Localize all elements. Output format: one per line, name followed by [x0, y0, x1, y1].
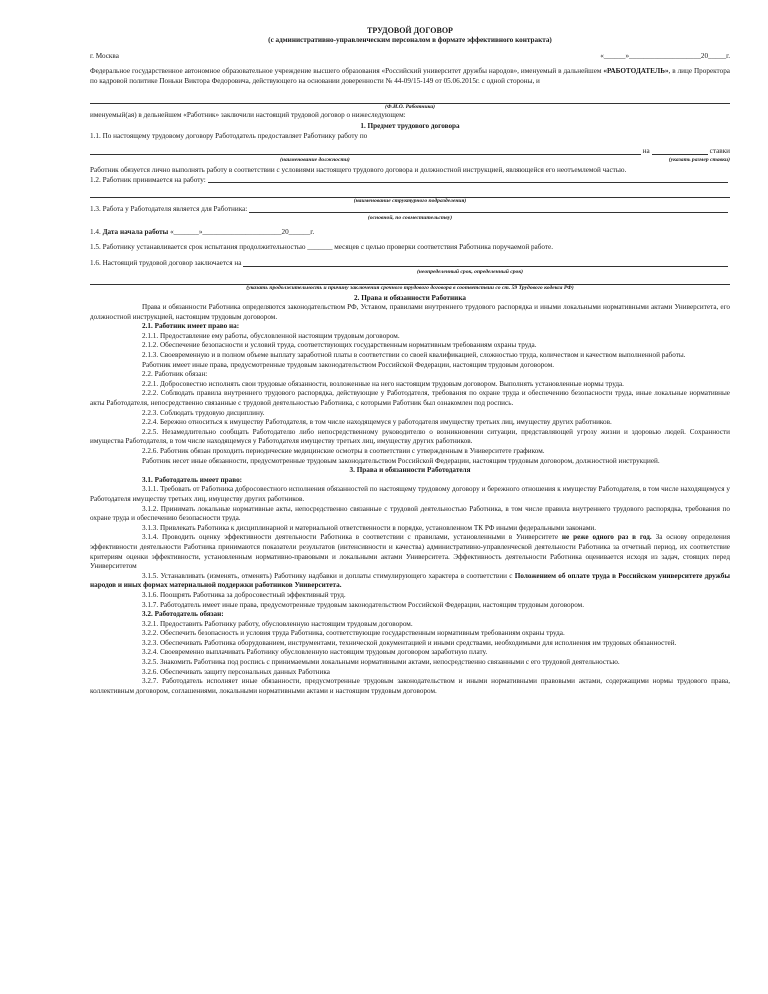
city: г. Москва: [90, 51, 119, 60]
position-caption: (наименование должности): [280, 156, 350, 163]
fio-line: [90, 95, 730, 104]
clause-3-2-5: 3.2.5. Знакомить Работника под роспись с принимаемыми локальными нормативными актами, непосредственно связанными с его трудовой деятельностью.: [142, 658, 620, 667]
clause-2-2-3: 2.2.3. Соблюдать трудовую дисциплину.: [142, 408, 265, 417]
document-title: ТРУДОВОЙ ДОГОВОР: [367, 26, 453, 35]
employer-label: «РАБОТОДАТЕЛЬ»: [603, 67, 669, 76]
clause-3-2-heading: 3.2. Работодатель обязан:: [142, 610, 224, 619]
clause-3-2-1: 3.2.1. Предоставить Работнику работу, обусловленную настоящим трудовым договором.: [142, 619, 413, 628]
clause-2-1-heading: 2.1. Работник имеет право на:: [142, 322, 240, 331]
term-caption: (неопределенный срок, определенный срок): [416, 268, 524, 275]
clause-2-2-2: 2.2.2. Соблюдать правила внутреннего трудового распорядка, действующие у Работодателя, требования по охране труда и обеспечению безопасности труда, иные локальные нормативные акты Работодателя, непосредственно связанные с трудовой деятельностью Работника, с которыми Работник был ознакомлен под роспись.: [90, 389, 730, 408]
clause-1-6: 1.6. Настоящий трудовой договор заключается на: [90, 259, 730, 269]
contract-date: «______»____________________20_____г.: [600, 51, 730, 60]
clause-2-2-6: 2.2.6. Работник обязан проходить периодические медицинские осмотры в соответствии с утвержденным в Университете графиком.: [142, 447, 545, 456]
clause-1-3: 1.3. Работа у Работодателя является для Работника:: [90, 205, 730, 215]
clause-1-1: 1.1. По настоящему трудовому договору Работодатель предоставляет Работнику работу по: [90, 131, 368, 140]
clause-3-1-4: 3.1.4. Проводить оценку эффективности деятельности Работника в соответствии с правилами, установленными в Университете не реже одного раз в год. За основу определения эффективности деятельности Работника принимаются показатели результатов (интенсивности и качества) административно-управленческой деятельности Работника за отчетный период, их соответствие критериям оценки эффективности, установленным нормативно-правовыми и локальными актами Университета. Эффективность деятельности Работника оценивается исходя из задач, стоящих перед Университетом: [90, 533, 731, 571]
clause-3-2-6: 3.2.6. Обеспечивать защиту персональных данных Работника: [142, 667, 330, 676]
clause-3-2-2: 3.2.2. Обеспечить безопасность и условия труда Работника, соответствующие государственным нормативным требованиям охраны труда.: [142, 629, 565, 638]
clause-2-2-heading: 2.2. Работник обязан:: [142, 370, 208, 379]
position-captions: [90, 157, 730, 164]
contract-page: [90, 26, 730, 696]
unit-caption: (наименование структурного подразделения): [353, 198, 467, 205]
worker-other-rights: Работник имеет иные права, предусмотренные трудовым законодательством Российской Федерации, настоящим трудовым договором.: [142, 360, 555, 369]
clause-2-2-4: 2.2.4. Бережно относиться к имуществу Работодателя, в том числе находящемуся у работодателя имуществу третьих лиц, имуществу других работников.: [142, 418, 612, 427]
clause-2-2-1: 2.2.1. Добросовестно исполнять свои трудовые обязанности, возложенные на него настоящим трудовым договором. Выполнять установленные нормы труда.: [142, 379, 624, 388]
clause-2-1-1: 2.1.1. Предоставление ему работы, обусловленной настоящим трудовым договором.: [142, 331, 400, 340]
section-1-title: 1. Предмет трудового договора: [360, 122, 460, 131]
clause-2-1-3: 2.1.3. Своевременную и в полном объеме выплату заработной платы в соответствии со своей квалификацией, сложностью труда, количеством и качеством выполненной работы.: [142, 351, 686, 360]
fio-caption: (Ф.И.О. Работника): [384, 103, 436, 110]
clause-3-1-heading: 3.1. Работодатель имеет право:: [142, 475, 243, 484]
clause-3-2-3: 3.2.3. Обеспечивать Работника оборудованием, инструментами, технической документацией и иными средствами, необходимыми для исполнения им трудовых обязанностей.: [142, 638, 677, 647]
clause-3-1-6: 3.1.6. Поощрять Работника за добросовестный эффективный труд.: [142, 590, 346, 599]
clause-2-2-5: 2.2.5. Незамедлительно сообщать Работодателю либо непосредственному руководителю о возникновении ситуации, представляющей угрозу жизни и здоровью людей. Сохранности имущества Работодателя, в том числе находящемуся у Работодателя имуществу третьих лиц, имуществу других работников.: [90, 427, 730, 446]
clause-1-2: 1.2. Работник принимается на работу:: [90, 176, 730, 186]
place-date-row: [90, 52, 730, 62]
section-2-intro: Права и обязанности Работника определяются законодательством РФ, Уставом, правилами внутреннего трудового распорядка и иными локальными нормативными актами Университета, его должностной инструкцией, настоящим трудовым договором.: [90, 303, 730, 321]
obligation-paragraph: Работник обязуется лично выполнять работу в соответствии с условиями настоящего трудового договора и должностной инструкцией, являющейся его неотъемлемой частью.: [90, 165, 627, 174]
position-row: на ставки: [90, 147, 730, 157]
rate-caption: (указать размер ставки): [668, 156, 730, 163]
main-caption: (основной, по совместительству): [367, 214, 453, 221]
section-3-title: 3. Права и обязанности Работодателя: [349, 466, 471, 475]
reason-caption: (указать продолжительность и причину заключения срочного трудового договора в соответствии со ст. 59 Трудового кодекса РФ): [246, 284, 574, 291]
clause-3-1-3: 3.1.3. Привлекать Работника к дисциплинарной и материальной ответственности в порядке, установленном ТК РФ иными федеральными законами.: [142, 523, 597, 532]
clause-1-4: 1.4. Дата начала работы «_______»______________________20______г.: [90, 227, 315, 236]
clause-2-1-2: 2.1.2. Обеспечение безопасности и условий труда, соответствующих государственным нормативным требованиям охраны труда.: [142, 341, 537, 350]
section-2-title: 2. Права и обязанности Работника: [354, 293, 466, 302]
clause-3-1-2: 3.1.2. Принимать локальные нормативные акты, непосредственно связанные с трудовой деятельностью Работника, в том числе правила внутреннего трудового распорядка, требования по охране труда и обеспечению безопасности труда.: [90, 504, 730, 523]
clause-3-1-5: 3.1.5. Устанавливать (изменять, отменять) Работнику надбавки и доплаты стимулирующего характера в соответствии с Положением об оплате труда в Российском университете дружбы народов и иных формах материальной поддержки работников Университета.: [90, 571, 731, 590]
worker-other-duties: Работник несет иные обязанности, предусмотренные трудовым законодательством Российской Федерации, настоящим трудовым договором, должностной инструкцией.: [142, 456, 660, 465]
clause-1-5: 1.5. Работнику устанавливается срок испытания продолжительностью _______ месяцев с целью проверки соответствия Работника поручаемой работе.: [90, 243, 554, 252]
document-subtitle: (с административно-управленческим персоналом в формате эффективного контракта): [268, 36, 552, 45]
intro-paragraph: Федеральное государственное автономное образовательное учреждение высшего образования «Российский университет дружбы народов», именуемый в дальнейшем «РАБОТОДАТЕЛЬ», в лице Проректора по кадровой политике Поньки Виктора Федоровича, действующего на основании доверенности № 44-09/15-149 от 05.06.2015г. с одной стороны, и: [90, 67, 730, 85]
worker-paragraph: именуемый(ая) в дельнейшем «Работник» заключили настоящий трудовой договор о нижеследующем:: [90, 110, 406, 119]
clause-3-1-7: 3.1.7. Работодатель имеет иные права, предусмотренные трудовым законодательством Российской Федерации, настоящим трудовым договором.: [142, 600, 585, 609]
clause-3-2-4: 3.2.4. Своевременно выплачивать Работнику обусловленную настоящим трудовым договором заработную плату.: [142, 648, 488, 657]
clause-3-2-7: 3.2.7. Работодатель исполняет иные обязанности, предусмотренные трудовым законодательством и иными нормативными правовыми актами, содержащими нормы трудового права, коллективным договором, соглашениями, локальными нормативными актами и настоящим трудовым договором.: [90, 677, 730, 695]
clause-3-1-1: 3.1.1. Требовать от Работника добросовестного исполнения обязанностей по настоящему трудовому договору и бережного отношения к имуществу Работодателя, в том числе находящемуся у Работодателя имуществу третьих лиц, имуществу других работников.: [90, 485, 730, 503]
